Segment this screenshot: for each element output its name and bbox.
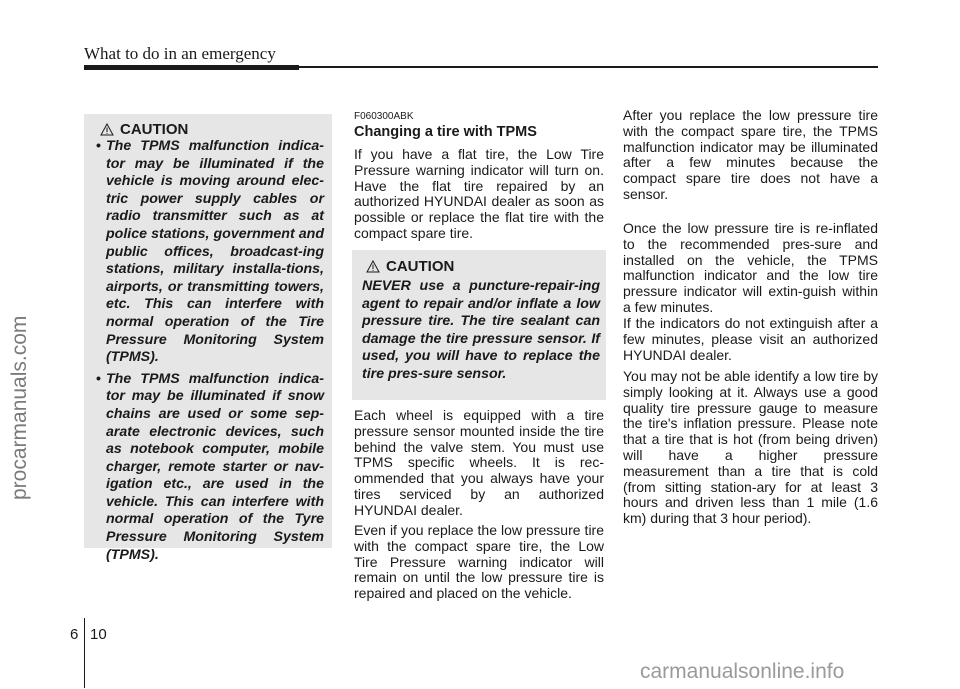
paragraph: Each wheel is equipped with a tire pressure sensor mounted inside the tire behind the valve stem. You must use TPMS specific wheels. It is rec-ommended that you always have your tires serviced by an authorized HYUNDAI dealer. (354, 407, 604, 518)
caution-item: • The TPMS malfunction indica-tor may be illuminated if the vehicle is moving around elec-tric power supply cables or radio transmitter such as at police stations, government and public offices, broadcast-ing stations, military installa-tions, airports, or transmitting towers, etc. This can interfere with normal operation of the Tire Pressure Monitoring System (TPMS). (96, 138, 324, 366)
caution-title-left: CAUTION (120, 121, 189, 138)
warning-triangle-icon (366, 260, 380, 273)
footer-divider (84, 618, 85, 688)
paragraph: After you replace the low pressure tire with the compact spare tire, the TPMS malfunction indicator may be illuminated after a few minutes because the compact spare tire does not have a sensor. (623, 107, 878, 202)
header-rule (84, 65, 878, 73)
caution-title-mid: CAUTION (386, 258, 455, 275)
caution-text-mid: NEVER use a puncture-repair-ing agent to repair and/or inflate a low pressure tire. The tire sealant can damage the tire pressure sensor. If used, you will have to replace the tire pres-sure sensor. (362, 278, 600, 382)
caution-header-mid (366, 258, 454, 275)
caution-item: • The TPMS malfunction indica-tor may be illuminated if snow chains are used or some sep-arate electronic devices, such as notebook computer, mobile charger, remote starter or nav-igation etc., are used in the vehicle. This can interfere with normal operation of the Tyre Pressure Monitoring System (TPMS). (96, 370, 324, 563)
paragraph: You may not be able identify a low tire by simply looking at it. Always use a good quality tire pressure gauge to measure the tire's inflation pressure. Please note that a tire that is hot (from being driven) will have a higher pressure measurement than a tire that is cold (from sitting station-ary for at least 3 hours and driven less than 1 mile (1.6 km) during that 3 hour period). (623, 368, 878, 527)
caution-header-left (100, 121, 188, 138)
footer-page-number: 10 (90, 626, 107, 643)
watermark-side: procarmanuals.com (8, 315, 31, 500)
caution-item-text: The TPMS malfunction indica-tor may be illuminated if the vehicle is moving around elec-tric power supply cables or radio transmitter such as at police stations, government and public offices, broadcast-ing stations, military installa-tions, airports, or transmitting towers, etc. This can interfere with normal operation of the Tire Pressure Monitoring System (TPMS). (106, 138, 324, 366)
section-heading: Changing a tire with TPMS (354, 124, 537, 140)
paragraph: If the indicators do not extinguish after a few minutes, please visit an authorized HYUNDAI dealer. (623, 315, 878, 363)
footer-section-number: 6 (70, 626, 79, 643)
caution-list-left (96, 138, 324, 568)
paragraph: Once the low pressure tire is re-inflated to the recommended pres-sure and installed on the vehicle, the TPMS malfunction indicator and the low tire pressure indicator will extin-guish within a few minutes. (623, 220, 878, 315)
watermark-bottom: carmanualsonline.info (640, 660, 845, 683)
paragraph: Even if you replace the low pressure tire with the compact spare tire, the Low Tire Pressure warning indicator will remain on until the low pressure tire is repaired and placed on the vehicle. (354, 522, 604, 602)
paragraph: If you have a flat tire, the Low Tire Pressure warning indicator will turn on. Have the flat tire repaired by an authorized HYUNDAI dealer as soon as possible or replace the flat tire with the compact spare tire. (354, 146, 604, 241)
warning-triangle-icon (100, 123, 114, 136)
caution-item-text: The TPMS malfunction indica-tor may be illuminated if snow chains are used or some sep-arate electronic devices, such as notebook computer, mobile charger, remote starter or nav-igation etc., are used in the vehicle. This can interfere with normal operation of the Tyre Pressure Monitoring System (TPMS). (106, 370, 324, 563)
section-code: F060300ABK (354, 111, 414, 122)
page-header-title: What to do in an emergency (84, 44, 276, 63)
